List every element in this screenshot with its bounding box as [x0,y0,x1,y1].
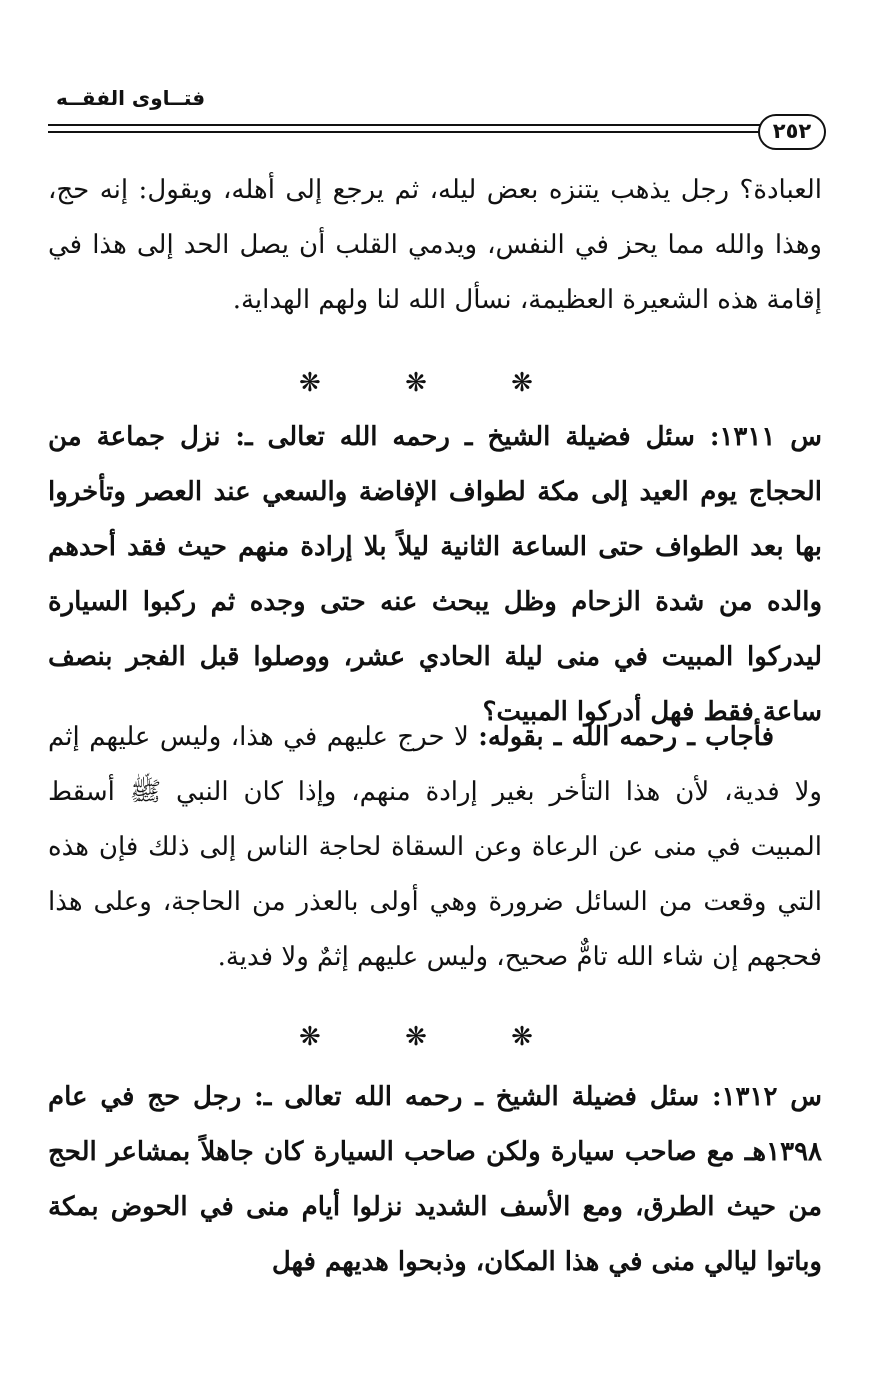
question-1312 [48,1070,822,1290]
question-text: سئل فضيلة الشيخ ـ رحمه الله تعالى ـ: نزل جماعة من الحجاج يوم العيد إلى مكة لطواف الإفاضة والسعي عند العصر وتأخروا بها بعد الطواف حتى الساعة الثانية ليلاً بلا إرادة منهم حيث فقد أحدهم والده من شدة الزحام وظل يبحث عنه حتى وجده ثم ركبوا السيارة ليدركوا المبيت في منى ليلة الحادي عشر، ووصلوا قبل الفجر بنصف ساعة فقط فهل أدركوا المبيت؟ [48,422,822,727]
running-head-title: فتــاوى الفقــه [56,86,206,110]
page-number-badge: ٢٥٢ [758,114,826,150]
question-1311 [48,410,822,740]
header-rule-bottom [48,131,760,133]
section-separator-1: ❋ ❋ ❋ [299,368,571,398]
answer-label: فأجاب ـ رحمه الله ـ بقوله: [478,722,775,752]
question-label: س ١٣١٢: [711,1082,822,1112]
header-rule-top [48,124,760,126]
paragraph-text: العبادة؟ رجل يذهب يتنزه بعض ليله، ثم يرجع إلى أهله، ويقول: إنه حج، وهذا والله مما يحز في النفس، ويدمي القلب أن يصل الحد إلى هذا في إقامة هذه الشعيرة العظيمة، نسأل الله لنا ولهم الهداية. [48,175,822,315]
answer-1311 [48,710,822,985]
section-separator-2: ❋ ❋ ❋ [299,1022,571,1052]
question-text: سئل فضيلة الشيخ ـ رحمه الله تعالى ـ: رجل حج في عام ١٣٩٨هـ مع صاحب سيارة ولكن صاحب السيارة كان جاهلاً بمشاعر الحج من حيث الطرق، ومع الأسف الشديد نزلوا أيام منى في الحوض بمكة وباتوا ليالي منى في هذا المكان، وذبحوا هديهم فهل [48,1082,822,1277]
paragraph-continuation [48,163,822,328]
answer-text: لا حرج عليهم في هذا، وليس عليهم إثم ولا فدية، لأن هذا التأخر بغير إرادة منهم، وإذا كان النبي ﷺ أسقط المبيت في منى عن الرعاة وعن السقاة لحاجة الناس إلى ذلك فإن هذه التي وقعت من السائل ضرورة وهي أولى بالعذر من الحاجة، وعلى هذا فحجهم إن شاء الله تامٌّ صحيح، وليس عليهم إثمٌ ولا فدية. [48,722,822,972]
question-label: س ١٣١١: [709,422,822,452]
